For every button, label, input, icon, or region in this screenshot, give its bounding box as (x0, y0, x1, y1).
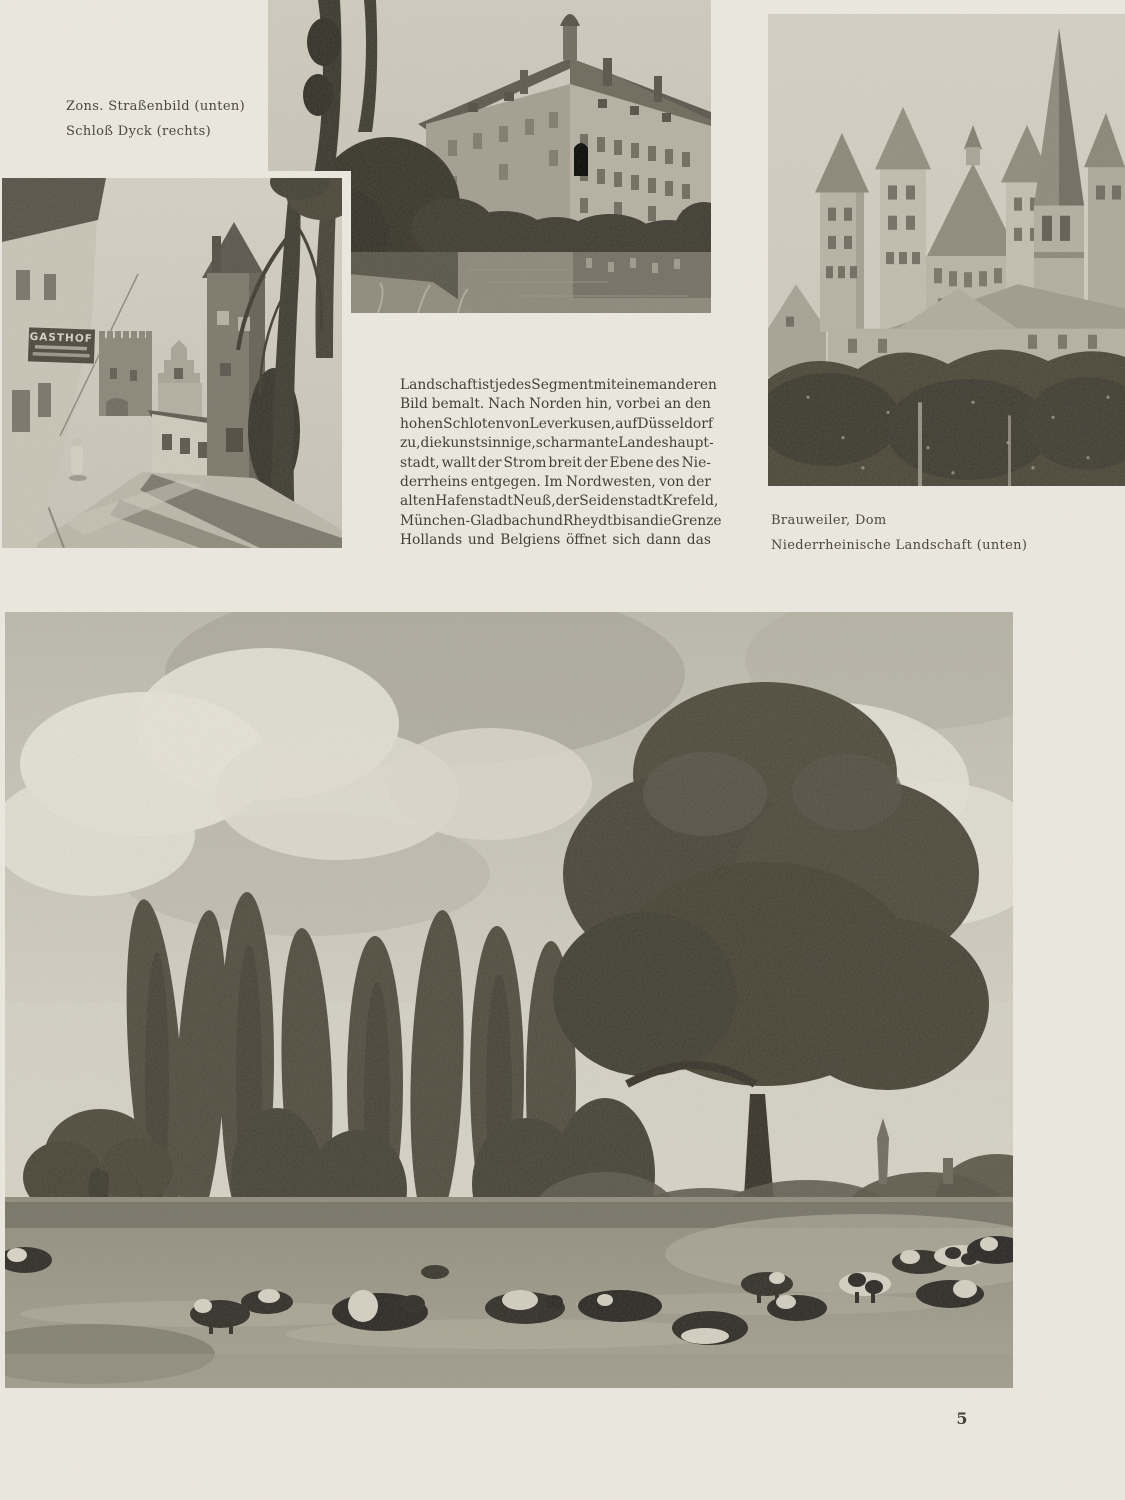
body-text-line: zu, die kunstsinnige, scharmante Landeshaupt- (400, 435, 714, 452)
photo-zons-street (2, 171, 351, 548)
page-number: 5 (956, 1409, 968, 1428)
caption-line-zons: Zons. Straßenbild (unten) (66, 99, 246, 114)
body-text-line: derrheins entgegen. Im Nordwesten, von der (400, 473, 711, 490)
body-text-line: München-Gladbach und Rheydt bis an die Grenze (400, 512, 722, 529)
body-text-line: alten Hafenstadt Neuß, der Seidenstadt Krefeld, (400, 493, 719, 510)
caption-line-landschaft: Niederrheinische Landschaft (unten) (771, 538, 1028, 553)
body-text-line: Bild bemalt. Nach Norden hin, vorbei an den (400, 396, 711, 413)
body-text (400, 377, 722, 552)
caption-line-brauweiler: Brauweiler, Dom (771, 513, 887, 528)
body-text-line: Hollands und Belgiens öffnet sich dann das (400, 532, 711, 549)
photo-niederrhein-landschaft (5, 612, 1013, 1388)
body-text-line: Landschaft ist jedes Segment mit einem anderen (400, 377, 717, 393)
caption-brauweiler-landschaft (771, 508, 1027, 558)
body-text-line: stadt, wallt der Strom breit der Ebene des Nie- (400, 454, 711, 471)
body-text-line: hohen Schloten von Leverkusen, auf Düsseldorf (400, 415, 713, 432)
photo-brauweiler-dom (768, 14, 1125, 486)
caption-zons-schloss-dyck (66, 94, 245, 144)
caption-line-schloss-dyck: Schloß Dyck (rechts) (66, 124, 212, 139)
